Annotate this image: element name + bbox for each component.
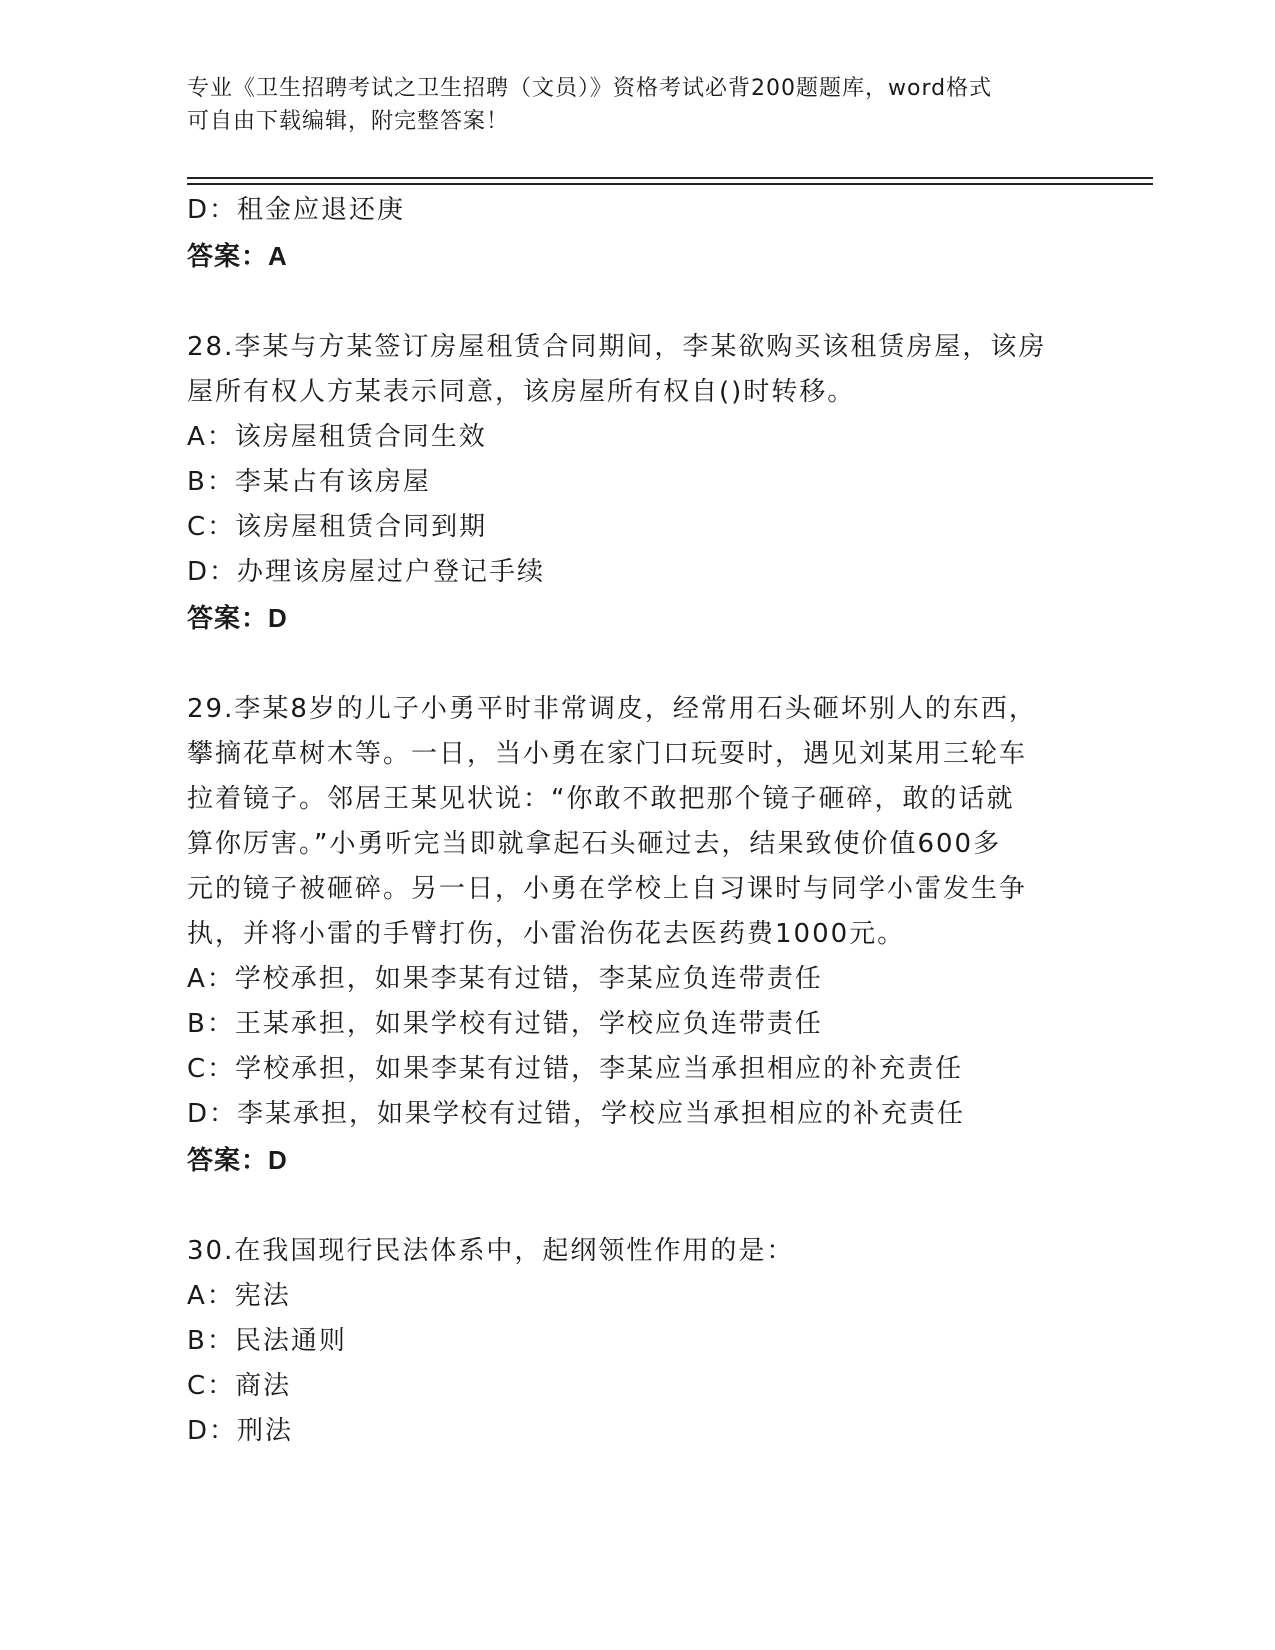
option-c: C：商法 <box>187 1371 292 1401</box>
answer-label: 答案：D <box>187 1145 288 1175</box>
spacer <box>187 641 1087 687</box>
question-stem-line: 屋所有权人方某表示同意，该房屋所有权自()时转移。 <box>187 377 856 407</box>
option-b: B：李某占有该房屋 <box>187 467 431 497</box>
spacer <box>187 279 1087 325</box>
document-header <box>187 72 1067 138</box>
question-29 <box>187 687 1087 1183</box>
spacer <box>187 1183 1087 1229</box>
option-d: D：李某承担，如果学校有过错，学校应当承担相应的补充责任 <box>187 1099 966 1129</box>
header-rule-top <box>187 177 1153 179</box>
question-stem-line: 元的镜子被砸碎。另一日，小勇在学校上自习课时与同学小雷发生争 <box>187 874 1028 904</box>
document-body <box>187 188 1087 1454</box>
answer-label: 答案：A <box>187 241 288 271</box>
question-30 <box>187 1229 1087 1454</box>
option-c: C：该房屋租赁合同到期 <box>187 512 488 542</box>
header-line-2: 可自由下载编辑，附完整答案！ <box>187 109 510 134</box>
option-a: A：宪法 <box>187 1281 291 1311</box>
option-a: A：学校承担，如果李某有过错，李某应负连带责任 <box>187 964 823 994</box>
option-d: D：办理该房屋过户登记手续 <box>187 557 546 587</box>
question-stem-line: 拉着镜子。邻居王某见状说：“你敢不敢把那个镜子砸碎，敢的话就 <box>187 784 1015 814</box>
question-stem-line: 30.在我国现行民法体系中，起纲领性作用的是： <box>187 1236 795 1266</box>
question-28 <box>187 325 1087 641</box>
option-a: A：该房屋租赁合同生效 <box>187 422 487 452</box>
question-stem-line: 28.李某与方某签订房屋租赁合同期间，李某欲购买该租赁房屋，该房 <box>187 332 1047 362</box>
answer-label: 答案：D <box>187 603 288 633</box>
header-line-1: 专业《卫生招聘考试之卫生招聘（文员）》资格考试必背200题题库，word格式 <box>187 76 993 101</box>
option-d: D：刑法 <box>187 1416 294 1446</box>
header-rule-bottom <box>187 183 1153 185</box>
question-stem-line: 29.李某8岁的儿子小勇平时非常调皮，经常用石头砸坏别人的东西， <box>187 694 1037 724</box>
option-c: C：学校承担，如果李某有过错，李某应当承担相应的补充责任 <box>187 1054 964 1084</box>
question-27-tail <box>187 188 1087 279</box>
option-b: B：王某承担，如果学校有过错，学校应负连带责任 <box>187 1009 823 1039</box>
option-b: B：民法通则 <box>187 1326 347 1356</box>
question-stem-line: 攀摘花草树木等。一日，当小勇在家门口玩耍时，遇见刘某用三轮车 <box>187 739 1028 769</box>
option-d: D：租金应退还庚 <box>187 195 406 225</box>
question-stem-line: 算你厉害。”小勇听完当即就拿起石头砸过去，结果致使价值600多 <box>187 829 1002 859</box>
question-stem-line: 执，并将小雷的手臂打伤，小雷治伤花去医药费1000元。 <box>187 919 906 949</box>
